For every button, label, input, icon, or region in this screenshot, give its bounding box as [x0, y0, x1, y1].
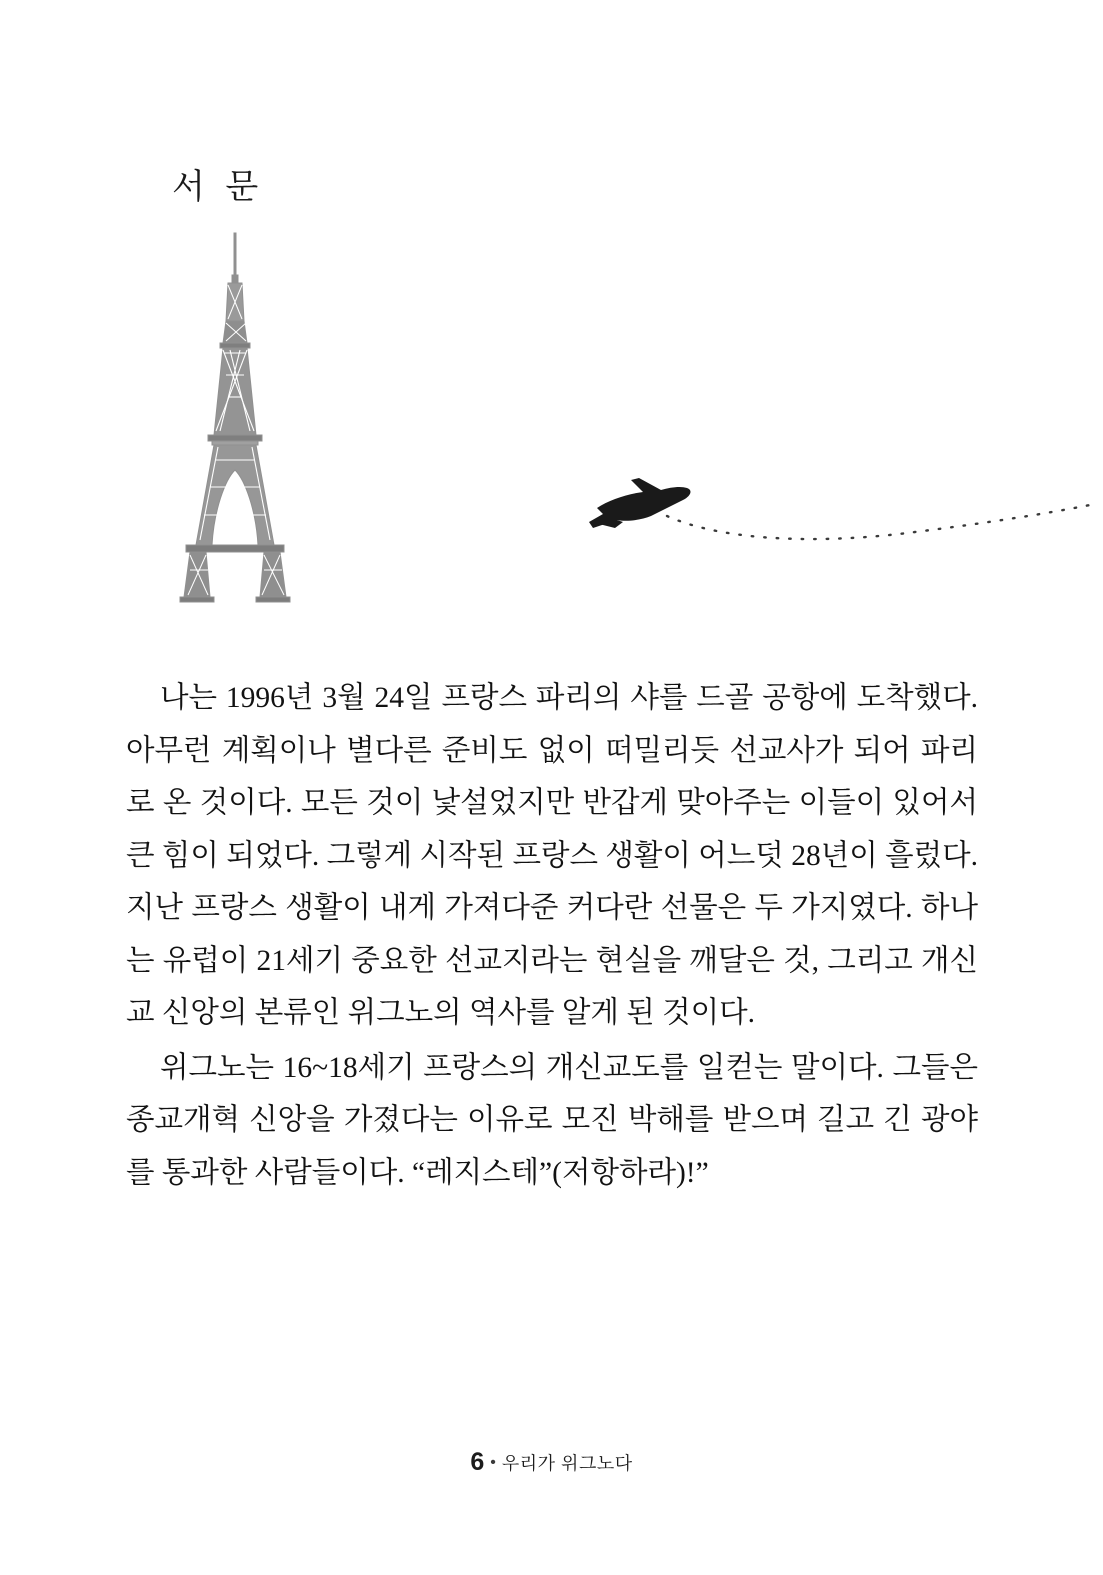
- paragraph-1: 나는 1996년 3월 24일 프랑스 파리의 샤를 드골 공항에 도착했다. 아무런 계획이나 별다른 준비도 없이 떠밀리듯 선교사가 되어 파리로 온 것이다. 모든 것이 낯설었지만 반갑게 맞아주는 이들이 있어서 큰 힘이 되었다. 그렇게 시작된 프랑스 생활이 어느덧 28년이 흘렀다. 지난 프랑스 생활이 내게 가져다준 커다란 선물은 두 가지였다. 하나는 유럽이 21세기 중요한 선교지라는 현실을 깨달은 것, 그리고 개신교 신앙의 본류인 위그노의 역사를 알게 된 것이다.: [126, 682, 978, 1029]
- page-number: 6: [470, 1448, 485, 1476]
- airplane-icon: [575, 470, 1095, 550]
- dotted-flight-path: [667, 504, 1095, 539]
- body-text: [126, 672, 978, 1199]
- book-title: 우리가 위그노다: [501, 1453, 633, 1474]
- footer-separator: •: [490, 1453, 496, 1471]
- illustration-group: [120, 225, 1100, 655]
- eiffel-tower-icon: [140, 225, 330, 625]
- paragraph-2: 위그노는 16~18세기 프랑스의 개신교도를 일컫는 말이다. 그들은 종교개혁 신앙을 가졌다는 이유로 모진 박해를 받으며 길고 긴 광야를 통과한 사람들이다. “레지스테”(저항하라)!”: [126, 1051, 978, 1189]
- page-footer: [0, 1448, 1103, 1477]
- page-title: 서 문: [172, 168, 265, 206]
